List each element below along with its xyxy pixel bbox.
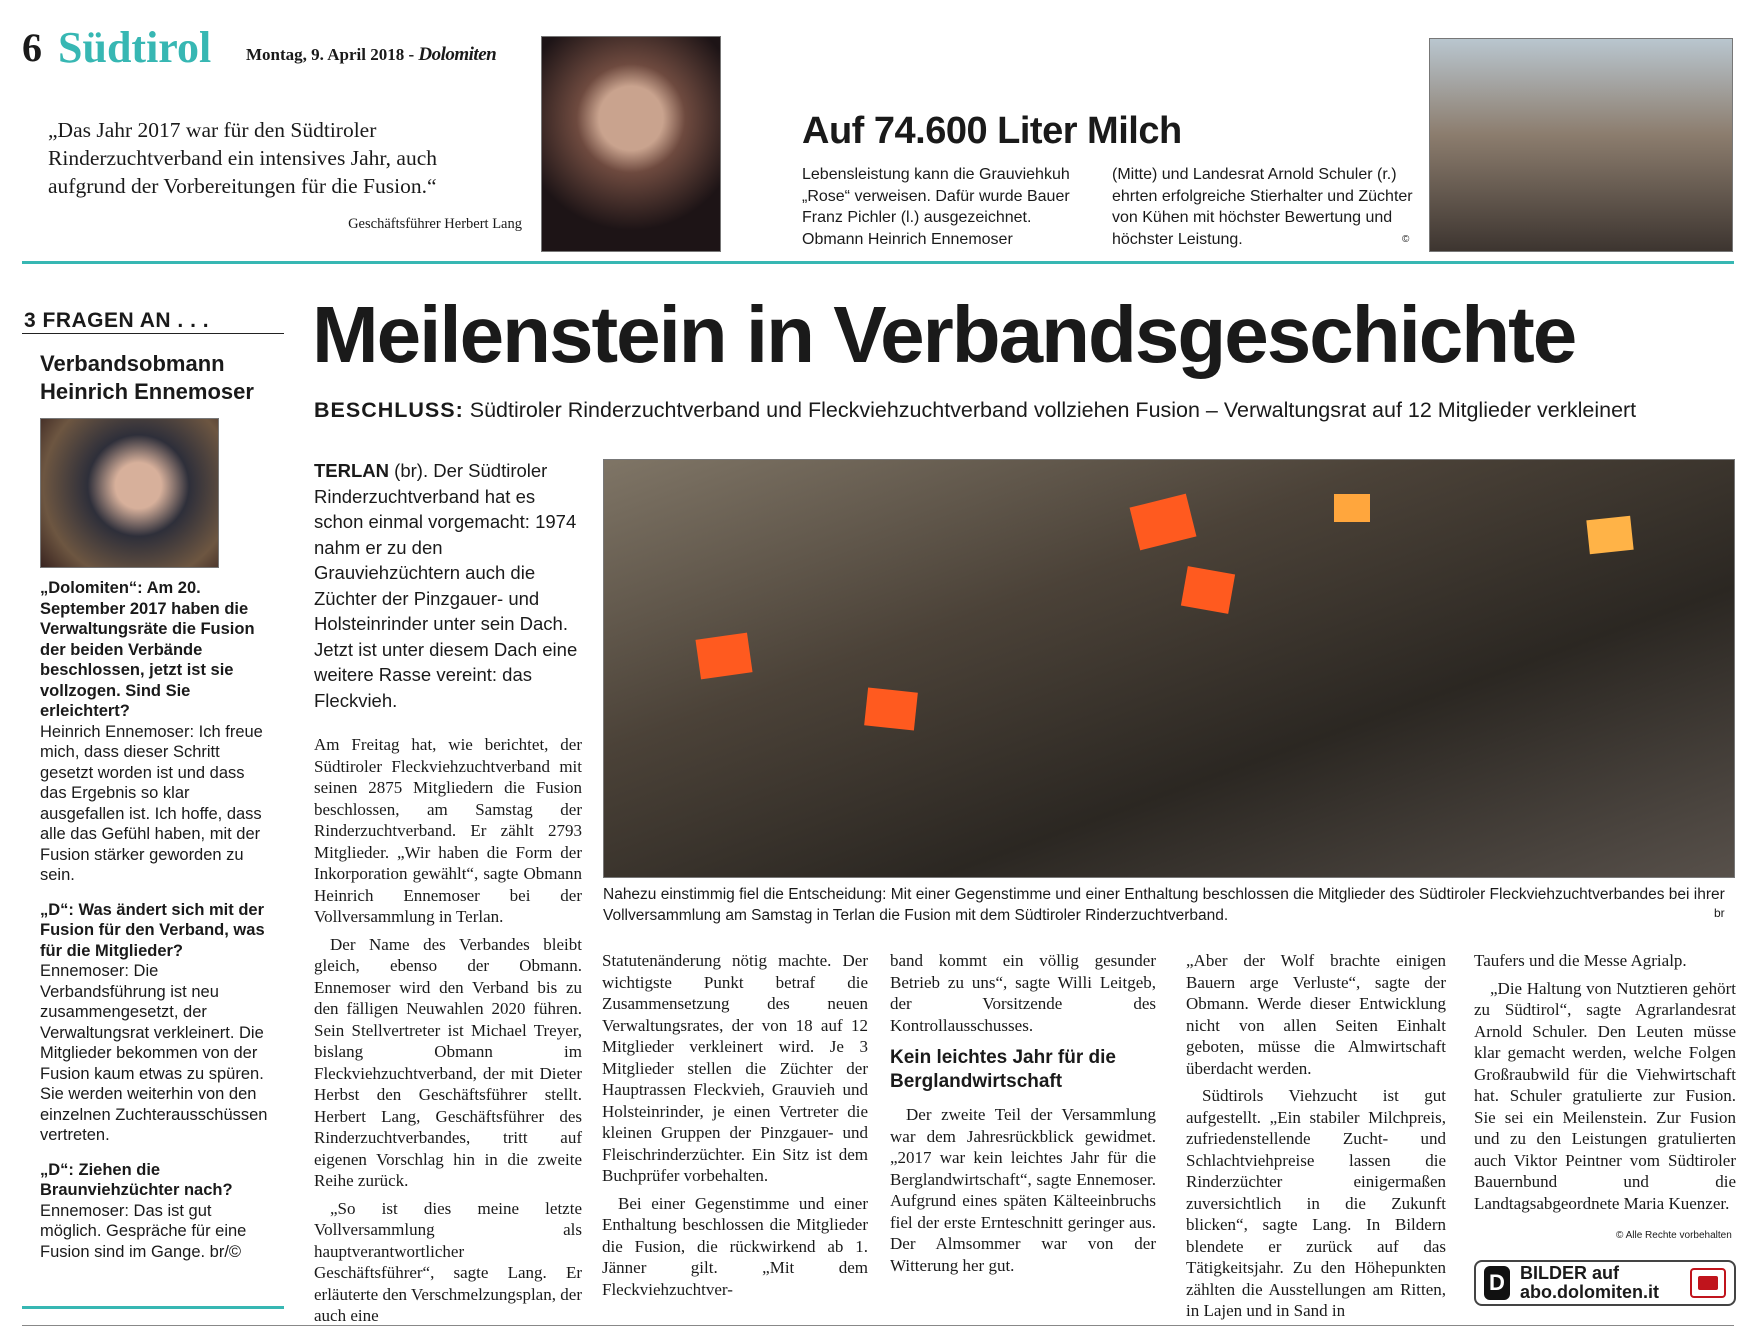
body-column-2 bbox=[602, 950, 868, 1306]
promo-line2: abo.dolomiten.it bbox=[1520, 1282, 1659, 1302]
body-column-4 bbox=[1186, 950, 1446, 1328]
answer: Ennemoser: Das ist gut möglich. Gespräche für eine Fusion sind im Gange. br/© bbox=[40, 1201, 247, 1261]
promo-text bbox=[1520, 1264, 1659, 1302]
photo-caption: Nahezu einstimmig fiel die Entscheidung: Mit einer Gegenstimme und einer Enthaltung beschlossen die Mitglieder des Südtiroler Fleckviehzuchtverbandes bei ihrer Vollversammlung am Samstag in Terlan die Fusion mit dem Südtiroler Rinderzuchtverband. bbox=[603, 886, 1725, 924]
interview-text bbox=[40, 578, 272, 1276]
voting-card bbox=[1334, 494, 1370, 522]
portrait-photo-herbert-lang bbox=[541, 36, 721, 252]
milch-copyright: © bbox=[1402, 234, 1410, 245]
paragraph: Statutenänderung nötig machte. Der wichtigste Punkt betraf die Zusammensetzung des neuen Verwaltungsrates, der von 18 auf 12 Mitglieder verkleinert wird. Je 3 Mitglieder stellen die Züchter der Hauptrassen Fleckvieh, Grauvieh und Holsteinrinder, je einen Vertreter die kleinen Gruppen der Pinzgauer- und Fleischrinderzüchter. Ein Sitz ist dem Buchprüfer vorbehalten. bbox=[602, 951, 868, 1185]
question: „D“: Ziehen die Braunviehzüchter nach? bbox=[40, 1160, 233, 1199]
photo-gallery-promo[interactable] bbox=[1474, 1260, 1736, 1306]
answer: Ennemoser: Die Verbandsführung ist neu zusammengesetzt, der Verwaltungsrat verkleinert. Die Mitglieder bekommen von der Fusion kaum etwas zu spüren. Sie werden weiterhin von den einzelnen Zuchterausschüssen vertreten. bbox=[40, 962, 268, 1144]
qa-item bbox=[40, 1160, 272, 1263]
voting-card bbox=[864, 687, 918, 730]
voting-card bbox=[695, 633, 752, 680]
quote-attribution: Geschäftsführer Herbert Lang bbox=[348, 216, 522, 232]
promo-line1: BILDER auf bbox=[1520, 1263, 1619, 1283]
paragraph: Südtirols Viehzucht ist gut aufgestellt. „Ein stabiler Milchpreis, zufriedenstellende Zucht- und Schlachtviehpreise lassen die Rinderzüchter einigermaßen zuversichtlich in die Zukunft blicken“, sagte Lang. In Bildern blendete er zurück auf das Tätigkeitsjahr. Zu den Höhepunkten zählten die Ausstellungen am Ritten, in Lajen und in Sand in bbox=[1186, 1086, 1446, 1320]
body-column-1 bbox=[314, 734, 582, 1331]
paragraph: Bei einer Gegenstimme und einer Enthaltung beschlossen die Mitglieder die Fusion, die rückwirkend ab 1. Jänner gilt. „Mit dem Fleckviehzuchtver- bbox=[602, 1193, 868, 1299]
sidebar-interviewee: Verbandsobmann Heinrich Ennemoser bbox=[40, 351, 254, 404]
paragraph: Taufers und die Messe Agrialp. bbox=[1474, 951, 1687, 970]
sidebar-rule bbox=[22, 333, 284, 334]
photo-credit: br bbox=[1714, 906, 1725, 920]
lead-text: (br). Der Südtiroler Rinderzuchtverband hat es schon einmal vorgemacht: 1974 nahm er zu den Grauviehzüchtern auch die Züchter der Pinzgauer- und Holsteinrinder unter sein Dach. Jetzt ist unter diesem Dach eine weitere Rasse vereint: das Fleckvieh. bbox=[314, 460, 578, 711]
milch-text-col2: (Mitte) und Landesrat Arnold Schuler (r.) ehrten erfolgreiche Stierhalter und Züchter von Kühen mit höchster Bewertung und höchster Leistung. bbox=[1112, 166, 1413, 248]
gallery-icon bbox=[1690, 1268, 1726, 1298]
top-divider bbox=[22, 261, 1734, 264]
assembly-photo bbox=[603, 459, 1735, 878]
subhead-text: Südtiroler Rinderzuchtverband und Fleckviehzuchtverband vollziehen Fusion – Verwaltungsrat auf 12 Mitglieder verkleinert bbox=[469, 398, 1637, 422]
rights-notice: © Alle Rechte vorbehalten bbox=[1616, 1230, 1732, 1241]
paragraph: Der Name des Verbandes bleibt gleich, ebenso der Obmann. Ennemoser wird den Verband bis zu den fälligen Neuwahlen 2020 führen. Sein Stellvertreter ist Michael Treyer, bislang Obmann im Fleckviehzuchtverband, der mit Dieter Herbst den Geschäftsführer stellt. Herbert Lang, Geschäftsführer des Rinderzuchtverbandes, tritt auf eigenen Vorschlag hin in die zweite Reihe zurück. bbox=[314, 934, 582, 1190]
page-bottom-rule bbox=[22, 1325, 1734, 1326]
question: „Dolomiten“: Am 20. September 2017 haben die Verwaltungsräte die Fusion der beiden Verbände beschlossen, jetzt ist sie vollzogen. Sind Sie erleichtert? bbox=[40, 579, 255, 720]
dateline bbox=[246, 44, 496, 66]
voting-card bbox=[1130, 494, 1197, 551]
article-subhead bbox=[314, 398, 1744, 423]
award-photo bbox=[1429, 38, 1733, 252]
milch-text-col1: Lebensleistung kann die Grauviehkuh „Rose“ verweisen. Dafür wurde Bauer Franz Pichler (l.) ausgezeichnet. Obmann Heinrich Ennemoser bbox=[802, 166, 1070, 248]
answer: Heinrich Ennemoser: Ich freue mich, dass dieser Schritt gesetzt worden ist und dass das Ergebnis so klar ausgefallen ist. Ich hoffe, dass alle das Gefühl haben, mit der Fusion stärker geworden zu sein. bbox=[40, 722, 263, 884]
dolomiten-badge-icon: D bbox=[1484, 1266, 1510, 1300]
qa-item bbox=[40, 578, 272, 886]
voting-card bbox=[1586, 516, 1633, 554]
article-headline: Meilenstein in Verbandsgeschichte bbox=[312, 290, 1576, 379]
qa-item bbox=[40, 900, 272, 1146]
paragraph: „Die Haltung von Nutztieren gehört zu Südtirol“, sagte Agrarlandesrat Arnold Schuler. Den Leuten müsse klar gemacht werden, welche Folgen Großraubwild für die Viehwirtschaft hat. Schuler gratulierte zur Fusion. Sie sei ein Meilenstein. Zur Fusion und zu den Leistungen gratulierten auch Viktor Peintner vom Südtiroler Bauernbund und die Landtagsabgeordnete Maria Kuenzer. bbox=[1474, 978, 1736, 1213]
newspaper-logo: Dolomiten bbox=[418, 44, 497, 65]
paragraph: band kommt ein völlig gesunder Betrieb zu uns“, sagte Willi Leitgeb, der Vorsitzende des Kontrollausschusses. bbox=[890, 951, 1156, 1035]
lead-place: TERLAN bbox=[314, 460, 390, 481]
question: „D“: Was ändert sich mit der Fusion für den Verband, was für die Mitglieder? bbox=[40, 900, 265, 960]
sidebar-bottom-rule bbox=[22, 1306, 284, 1309]
date-text: Montag, 9. April 2018 - bbox=[246, 45, 415, 64]
paragraph: Am Freitag hat, wie berichtet, der Südtiroler Fleckviehzuchtverband mit seinen 2875 Mitgliedern die Fusion beschlossen, am Samstag der Rinderzuchtverband. Er zählt 2793 Mitglieder. „Wir haben die Form der Inkorporation gewählt“, sagte Obmann Heinrich Ennemoser bei der Vollversammlung in Terlan. bbox=[314, 735, 582, 926]
article-lead bbox=[314, 458, 582, 713]
kicker: BESCHLUSS: bbox=[314, 398, 464, 422]
pull-quote: „Das Jahr 2017 war für den Südtiroler Rinderzuchtverband ein intensives Jahr, auch aufgrund der Vorbereitungen für die Fusion.“ bbox=[48, 118, 437, 198]
body-column-3 bbox=[890, 950, 1156, 1282]
sidebar-label: 3 FRAGEN AN . . . bbox=[24, 309, 210, 332]
inline-subheading: Kein leichtes Jahr für die Berglandwirtschaft bbox=[890, 1047, 1116, 1092]
paragraph: „Aber der Wolf brachte einigen Bauern arge Verluste“, sagte der Obmann. Werde dieser Entwicklung nicht von allen Seiten Einhalt geboten, müsse die Almwirtschaft überdacht werden. bbox=[1186, 951, 1446, 1078]
body-column-5 bbox=[1474, 950, 1736, 1220]
portrait-photo-ennemoser bbox=[40, 418, 219, 568]
voting-card bbox=[1181, 566, 1235, 614]
paragraph: „So ist dies meine letzte Vollversammlung als hauptverantwortlicher Geschäftsführer“, sagte Lang. Er erläuterte den Verschmelzungsplan, der auch eine bbox=[314, 1198, 582, 1325]
milch-title: Auf 74.600 Liter Milch bbox=[802, 110, 1182, 152]
paragraph: Der zweite Teil der Versammlung war dem Jahresrückblick gewidmet. „2017 war kein leichtes Jahr für die Berglandwirtschaft“, sagte Ennemoser. Aufgrund eines späten Kälteeinbruchs fiel der erste Ernteschnitt geringer aus. Der Almsommer war von der Witterung her gut. bbox=[890, 1105, 1156, 1275]
section-title: Südtirol bbox=[58, 23, 212, 72]
page-number: 6 bbox=[22, 25, 42, 70]
